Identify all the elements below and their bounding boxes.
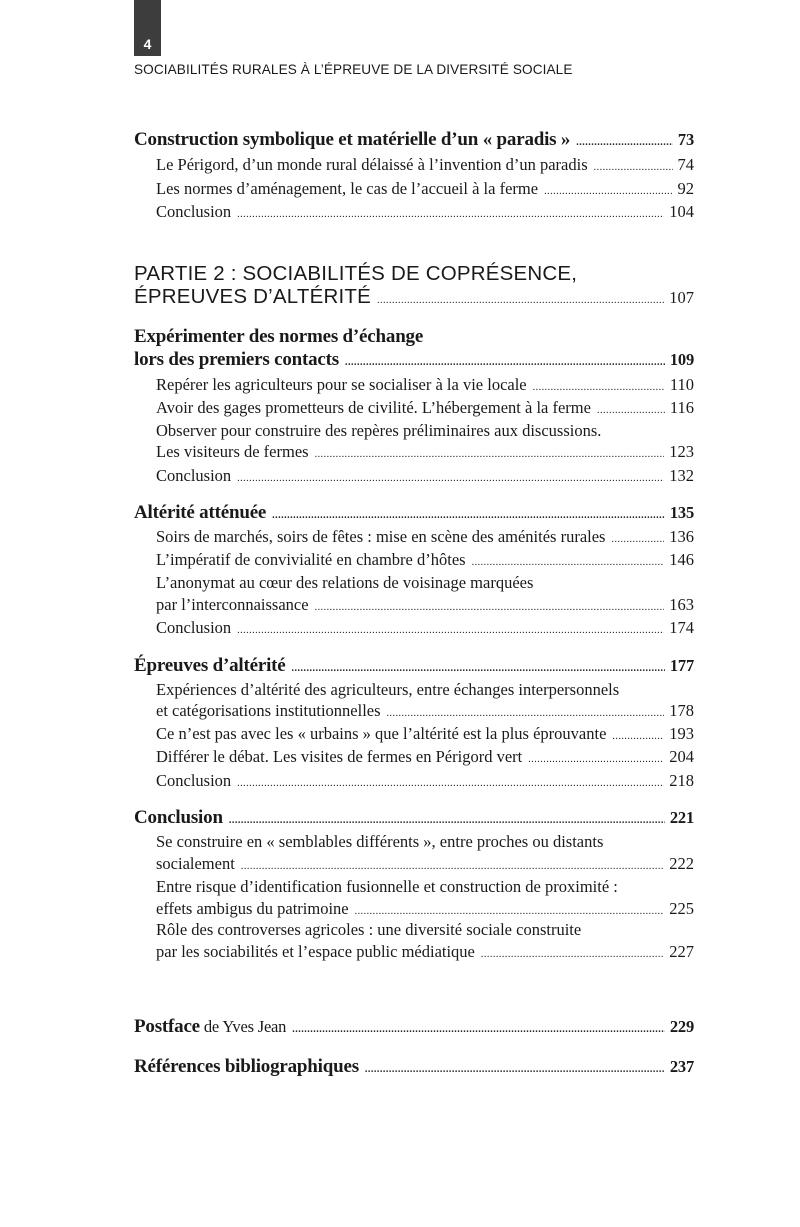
page-ref: 174 xyxy=(669,618,694,637)
toc-entry-section[interactable]: Conclusion ..... 132 xyxy=(156,466,694,486)
leader-dots xyxy=(292,663,665,674)
leader-dots xyxy=(365,1064,665,1075)
toc-entry-section[interactable]: L’impératif de convivialité en chambre d’hôtes ..... 146 xyxy=(156,550,694,570)
leader-dots xyxy=(533,382,665,393)
section-title-line1: L’anonymat au cœur des relations de voisinage marquées xyxy=(156,573,534,592)
toc-entry-section[interactable]: Conclusion ..... 104 xyxy=(156,202,694,222)
leader-dots xyxy=(237,209,664,220)
chapter-title-line1: Expérimenter des normes d’échange xyxy=(134,326,424,347)
leader-dots xyxy=(612,731,664,742)
page-ref: 178 xyxy=(669,701,694,720)
toc-entry-chapter[interactable]: Épreuves d’altérité ..... 177 xyxy=(134,655,694,677)
leader-dots xyxy=(481,949,664,960)
leader-dots xyxy=(292,1024,665,1035)
page-number-tab xyxy=(134,0,161,56)
page-ref: 146 xyxy=(669,550,694,569)
toc-entry-section[interactable]: Conclusion ..... 218 xyxy=(156,771,694,791)
section-title-line1: Entre risque d’identification fusionnelle et construction de proximité : xyxy=(156,877,618,896)
page-ref: 221 xyxy=(669,808,694,827)
toc-entry-section[interactable]: Le Périgord, d’un monde rural délaissé à l’invention d’un paradis ..... 74 xyxy=(156,155,694,175)
page-ref: 110 xyxy=(669,375,694,394)
toc-entry-references[interactable]: Références bibliographiques ..... 237 xyxy=(134,1056,694,1078)
page-ref: 74 xyxy=(677,155,694,174)
toc-entry-section[interactable]: Repérer les agriculteurs pour se socialiser à la vie locale ..... 110 xyxy=(156,375,694,395)
page-ref: 227 xyxy=(669,942,694,961)
leader-dots xyxy=(611,534,664,545)
toc-entry-section[interactable]: effets ambigus du patrimoine ..... 225 xyxy=(156,899,694,919)
leader-dots xyxy=(315,602,665,613)
leader-dots xyxy=(597,405,665,416)
toc-entry-section[interactable]: et catégorisations institutionnelles ..... 178 xyxy=(156,701,694,721)
leader-dots xyxy=(229,815,665,826)
section-title-line1: Rôle des controverses agricoles : une diversité sociale construite xyxy=(156,920,582,939)
page-ref: 73 xyxy=(677,130,694,149)
page-ref: 222 xyxy=(669,854,694,873)
leader-dots xyxy=(272,510,665,521)
leader-dots xyxy=(387,708,665,719)
page-ref: 132 xyxy=(669,466,694,485)
toc-entry-chapter[interactable]: Altérité atténuée ..... 135 xyxy=(134,502,694,524)
page-number: 4 xyxy=(143,36,152,52)
section-title-line1: Expériences d’altérité des agriculteurs, entre échanges interpersonnels xyxy=(156,680,620,699)
leader-dots xyxy=(544,186,672,197)
page-ref: 109 xyxy=(669,350,694,369)
toc-entry-postface[interactable]: Postface de Yves Jean ..... 229 xyxy=(134,1016,694,1038)
page-ref: 163 xyxy=(669,595,694,614)
toc-entry-section[interactable]: par l’interconnaissance ..... 163 xyxy=(156,595,694,615)
toc-entry-chapter[interactable]: lors des premiers contacts ..... 109 xyxy=(134,349,694,371)
leader-dots xyxy=(472,557,665,568)
leader-dots xyxy=(594,162,673,173)
leader-dots xyxy=(237,473,664,484)
toc-entry-section[interactable]: Ce n’est pas avec les « urbains » que l’altérité est la plus éprouvante ..... 193 xyxy=(156,724,694,744)
toc-entry-section[interactable]: Les normes d’aménagement, le cas de l’accueil à la ferme ..... 92 xyxy=(156,179,694,199)
postface-author: de Yves Jean xyxy=(199,1017,287,1036)
leader-dots xyxy=(315,449,665,460)
toc-entry-section[interactable]: par les sociabilités et l’espace public médiatique ..... 227 xyxy=(156,942,694,962)
page-ref: 92 xyxy=(677,179,694,198)
leader-dots xyxy=(576,137,673,148)
part-title-line1: PARTIE 2 : SOCIABILITÉS DE COPRÉSENCE, xyxy=(134,262,578,285)
toc-entry-section[interactable]: Différer le débat. Les visites de fermes en Périgord vert ..... 204 xyxy=(156,747,694,767)
page-ref: 193 xyxy=(669,724,694,743)
leader-dots xyxy=(241,861,664,872)
section-title-line1: Observer pour construire des repères préliminaires aux discussions. xyxy=(156,421,602,440)
toc-entry-section[interactable]: Conclusion ..... 174 xyxy=(156,618,694,638)
toc-entry-section[interactable]: socialement ..... 222 xyxy=(156,854,694,874)
leader-dots xyxy=(355,906,665,917)
page-ref: 229 xyxy=(669,1017,694,1036)
page-ref: 225 xyxy=(669,899,694,918)
page-ref: 135 xyxy=(669,503,694,522)
toc-entry-section[interactable]: Avoir des gages prometteurs de civilité. L’hébergement à la ferme ..... 116 xyxy=(156,398,694,418)
page-ref: 136 xyxy=(669,527,694,546)
section-title-line1: Se construire en « semblables différents », entre proches ou distants xyxy=(156,832,604,851)
page-ref: 237 xyxy=(669,1057,694,1076)
toc-entry-part[interactable]: ÉPREUVES D’ALTÉRITÉ ..... 107 xyxy=(134,285,694,309)
page-ref: 218 xyxy=(669,771,694,790)
toc-entry-section[interactable]: Soirs de marchés, soirs de fêtes : mise en scène des aménités rurales ..... 136 xyxy=(156,527,694,547)
running-header: SOCIABILITÉS RURALES À L’ÉPREUVE DE LA DIVERSITÉ SOCIALE xyxy=(134,62,573,77)
leader-dots xyxy=(377,295,664,306)
page-ref: 123 xyxy=(669,442,694,461)
toc-entry-section[interactable]: Les visiteurs de fermes ..... 123 xyxy=(156,442,694,462)
leader-dots xyxy=(237,625,664,636)
leader-dots xyxy=(237,778,664,789)
page-ref: 107 xyxy=(669,288,694,307)
leader-dots xyxy=(528,754,664,765)
page-ref: 177 xyxy=(669,656,694,675)
toc-entry-chapter[interactable]: Conclusion ..... 221 xyxy=(134,807,694,829)
toc-entry-chapter[interactable]: Construction symbolique et matérielle d’un « paradis » ..... 73 xyxy=(134,129,694,151)
page-ref: 204 xyxy=(669,747,694,766)
page-ref: 116 xyxy=(669,398,694,417)
page-ref: 104 xyxy=(669,202,694,221)
leader-dots xyxy=(345,357,665,368)
